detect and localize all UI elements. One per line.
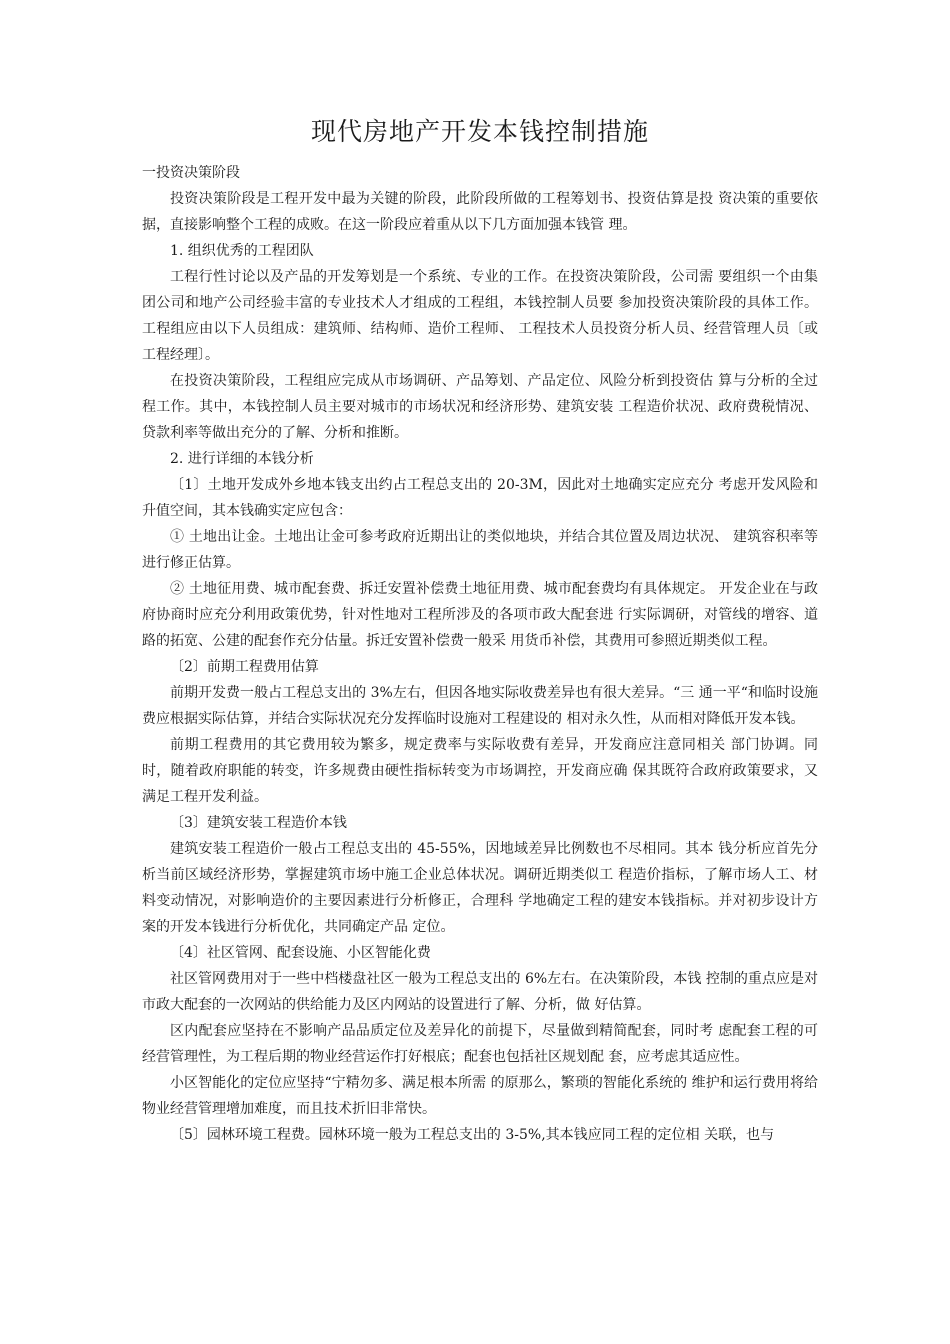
paragraph: ② 土地征用费、城市配套费、拆迁安置补偿费土地征用费、城市配套费均有具体规定。 开发企业在与政府协商时应充分利用政策优势，针对性地对工程所涉及的各项市政大配套进 行实际调研，对管线的增容、道路的拓宽、公建的配套作充分估量。拆迁安置补偿费一般采 用货币补偿，其费用可参照近期类似工程。	[142, 581, 818, 649]
document-title: 现代房地产开发本钱控制措施	[310, 117, 649, 146]
subheading: 1. 组织优秀的工程团队	[170, 243, 314, 259]
subheading: 〔3〕建筑安装工程造价本钱	[170, 815, 347, 831]
paragraph: 前期开发费一般占工程总支出的 3%左右，但因各地实际收费差异也有很大差异。“三 通一平“和临时设施费应根据实际估算，并结合实际状况充分发挥临时设施对工程建设的 相对永久性，从而相对降低开发本钱。	[142, 685, 818, 727]
paragraph: 社区管网费用对于一些中档楼盘社区一般为工程总支出的 6%左右。在决策阶段，本钱 控制的重点应是对市政大配套的一次网站的供给能力及区内网站的设置进行了解、分析，做 好估算。	[142, 971, 818, 1013]
subheading: 〔4〕社区管网、配套设施、小区智能化费	[170, 945, 431, 961]
paragraph: 区内配套应坚持在不影响产品品质定位及差异化的前提下，尽量做到精简配套，同时考 虑配套工程的可经营管理性，为工程后期的物业经营运作打好根底；配套也包括社区规划配 套，应考虑其适应性。	[142, 1023, 818, 1065]
paragraph: 建筑安装工程造价一般占工程总支出的 45-55%，因地域差异比例数也不尽相同。其本 钱分析应首先分析当前区域经济形势，掌握建筑市场中施工企业总体状况。调研近期类似工 程造价指标，了解市场人工、材料变动情况，对影响造价的主要因素进行分析修正，合理科 学地确定工程的建安本钱指标。并对初步设计方案的开发本钱进行分析优化，共同确定产品 定位。	[142, 841, 818, 935]
paragraph: ① 土地出让金。土地出让金可参考政府近期出让的类似地块，并结合其位置及周边状况、 建筑容积率等进行修正估算。	[142, 529, 818, 571]
paragraph: 投资决策阶段是工程开发中最为关键的阶段，此阶段所做的工程筹划书、投资估算是投 资决策的重要依据，直接影响整个工程的成败。在这一阶段应着重从以下几方面加强本钱管 理。	[142, 191, 818, 233]
subheading: 2. 进行详细的本钱分析	[170, 451, 314, 467]
paragraph: 小区智能化的定位应坚持“宁精勿多、满足根本所需 的原那么，繁琐的智能化系统的 维护和运行费用将给物业经营管理增加难度，而且技术折旧非常快。	[142, 1075, 818, 1117]
paragraph: 〔1〕土地开发成外乡地本钱支出约占工程总支出的 20-3M，因此对土地确实定应充分 考虑开发风险和升值空间，其本钱确实定应包含：	[142, 477, 818, 519]
paragraph: 在投资决策阶段，工程组应完成从市场调研、产品筹划、产品定位、风险分析到投资估 算与分析的全过程工作。其中，本钱控制人员主要对城市的市场状况和经济形势、建筑安装 工程造价状况、政府费税情况、贷款利率等做出充分的了解、分析和推断。	[142, 373, 818, 441]
subheading: 〔2〕前期工程费用估算	[170, 659, 319, 675]
paragraph: 前期工程费用的其它费用较为繁多，规定费率与实际收费有差异，开发商应注意同相关 部门协调。同时，随着政府职能的转变，许多规费由硬性指标转变为市场调控，开发商应确 保其既符合政府政策要求，又满足工程开发利益。	[142, 737, 818, 805]
section-heading: 一投资决策阶段	[142, 165, 240, 181]
paragraph: 〔5〕园林环境工程费。园林环境一般为工程总支出的 3-5%,其本钱应同工程的定位相 关联，也与	[170, 1127, 775, 1143]
document-page	[142, 112, 818, 1148]
paragraph: 工程行性讨论以及产品的开发筹划是一个系统、专业的工作。在投资决策阶段，公司需 要组织一个由集团公司和地产公司经验丰富的专业技术人才组成的工程组，本钱控制人员要 参加投资决策阶段的具体工作。工程组应由以下人员组成：建筑师、结构师、造价工程师、 工程技术人员投资分析人员、经营管理人员〔或工程经理〕。	[142, 269, 818, 363]
